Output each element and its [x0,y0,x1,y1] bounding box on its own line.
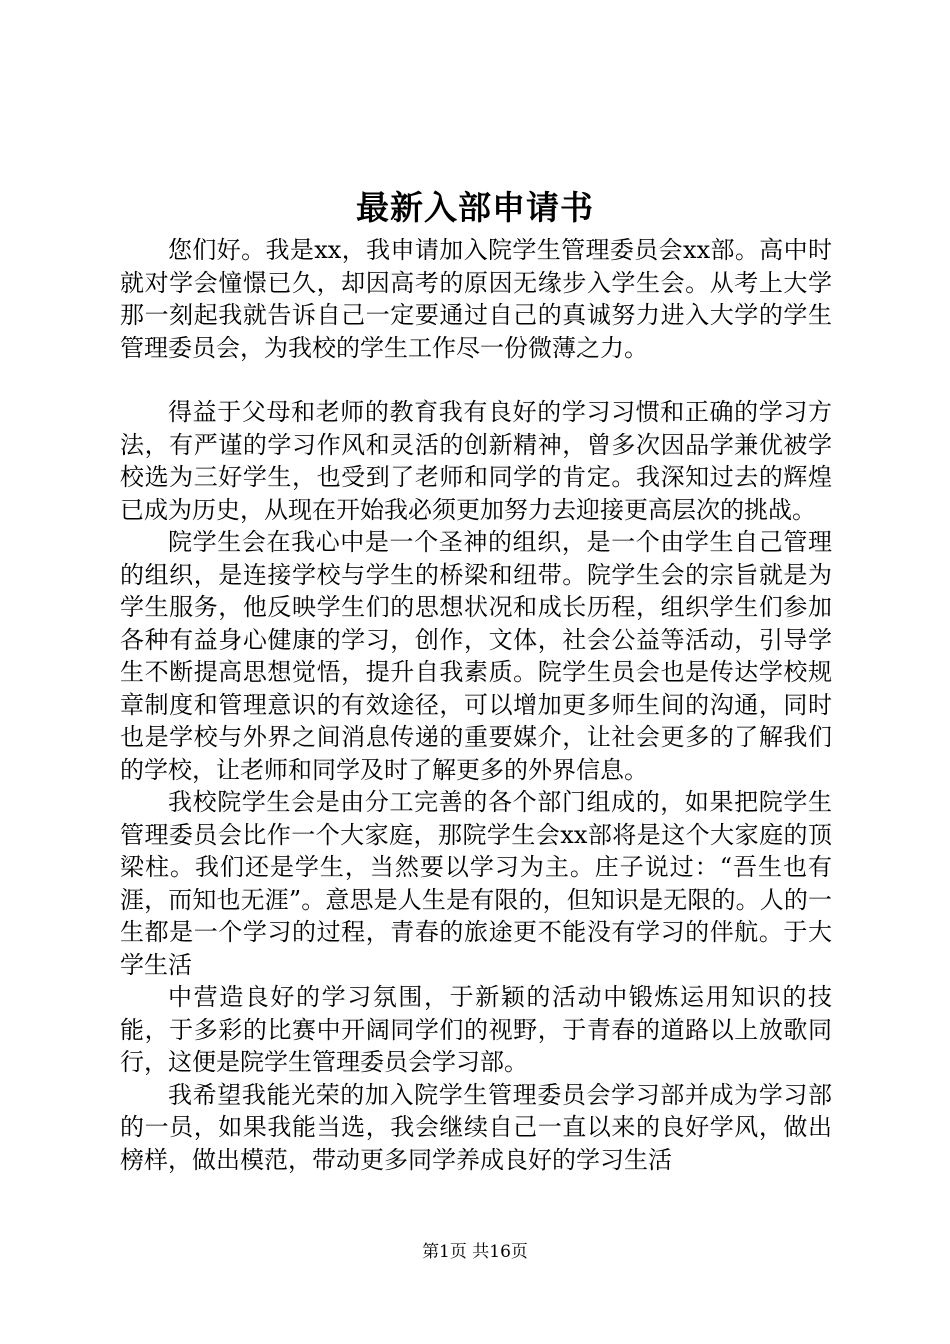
paragraph-4: 我校院学生会是由分工完善的各个部门组成的，如果把院学生管理委员会比作一个大家庭，那院学生会xx部将是这个大家庭的顶梁柱。我们还是学生，当然要以学习为主。庄子说过：“吾生也有涯，而知也无涯”。意思是人生是有限的，但知识是无限的。人的一生都是一个学习的过程，青春的旅途更不能没有学习的伴航。于大学生活 [120,788,832,979]
paragraph-3: 院学生会在我心中是一个圣神的组织，是一个由学生自己管理的组织，是连接学校与学生的桥梁和纽带。院学生会的宗旨就是为学生服务，他反映学生们的思想状况和成长历程，组织学生们参加各种有益身心健康的学习，创作，文体，社会公益等活动，引导学生不断提高思想觉悟，提升自我素质。院学生员会也是传达学校规章制度和管理意识的有效途径，可以增加更多师生间的沟通，同时也是学校与外界之间消息传递的重要媒介，让社会更多的了解我们的学校，让老师和同学及时了解更多的外界信息。 [120,528,832,784]
document-body [120,234,832,1176]
paragraph-6: 我希望我能光荣的加入院学生管理委员会学习部并成为学习部的一员，如果我能当选，我会继续自己一直以来的良好学风，做出榜样，做出模范，带动更多同学养成良好的学习生活 [120,1080,832,1174]
page-number-footer: 第1页 共16页 [422,1242,528,1262]
paragraph-2: 得益于父母和老师的教育我有良好的学习习惯和正确的学习方法，有严谨的学习作风和灵活的创新精神，曾多次因品学兼优被学校选为三好学生，也受到了老师和同学的肯定。我深知过去的辉煌已成为历史，从现在开始我必须更加努力去迎接更高层次的挑战。 [120,398,832,524]
document-title: 最新入部申请书 [356,188,594,227]
paragraph-1: 您们好。我是xx，我申请加入院学生管理委员会xx部。高中时就对学会憧憬已久，却因高考的原因无缘步入学生会。从考上大学那一刻起我就告诉自己一定要通过自己的真诚努力进入大学的学生管理委员会，为我校的学生工作尽一份微薄之力。 [120,236,832,362]
paragraph-5: 中营造良好的学习氛围，于新颖的活动中锻炼运用知识的技能，于多彩的比赛中开阔同学们的视野，于青春的道路以上放歌同行，这便是院学生管理委员会学习部。 [120,983,832,1076]
